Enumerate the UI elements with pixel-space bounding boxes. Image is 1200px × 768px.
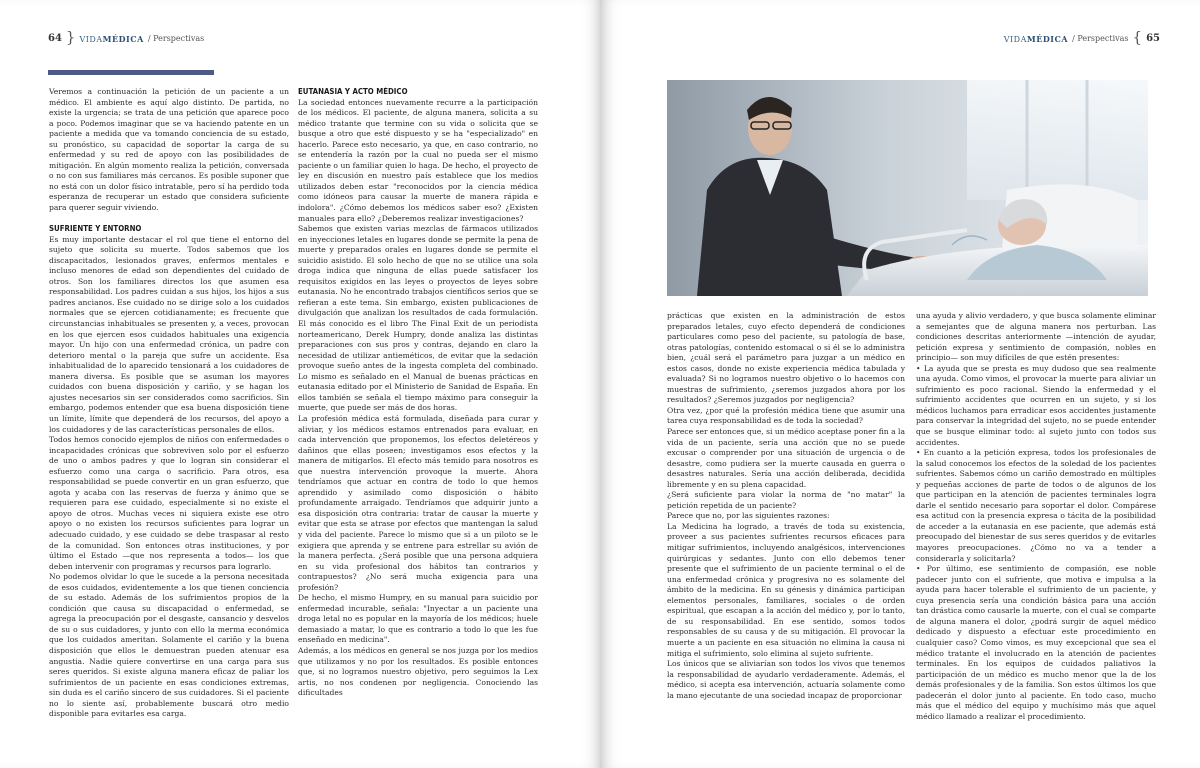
right-folio	[1003, 28, 1160, 46]
paragraph: La Medicina ha logrado, a través de toda su existencia, proveer a sus pacientes sufrientes recursos eficaces para mitigar sufrimientos, incluyendo analgésicos, intervenciones quirúrgicas y sedantes. Junto con ello debemos tener presente que el sufrimiento de un paciente terminal o el de una enfermedad crónica y progresiva no es solamente del ámbito de la medicina. En su génesis y dinámica participan elementos personales, familiares, sociales o de orden espiritual, que escapan a la acción del médico y, por lo tanto, de su responsabilidad. En ese sentido, somos todos responsables de su causa y de su mitigación. El provocar la muerte a un paciente en esa situación no elimina la causa ni mitiga el sufrimiento, solo elimina al sujeto sufriente.	[667, 521, 905, 658]
brand-prefix: VIDA	[79, 34, 103, 44]
left-page-number: 64	[48, 33, 62, 44]
paragraph: • En cuanto a la petición expresa, todos los profesionales de la salud conocemos los efectos de la soledad de los pacientes sufrientes. Sabemos cómo un cariño demostrado en múltiples y pequeñas acciones de parte de todos o de algunos de los que participan en la atención de pacientes terminales logra darle el sentido necesario para soportar el dolor. Compárese esa actitud con la presencia expresa o tácita de la posibilidad de acceder a la eutanasia en ese paciente, que además está preocupado del bienestar de sus seres queridos y de evitarles mayores preocupaciones. ¿Cómo no va a tender a considerarla y solicitarla?	[916, 448, 1156, 563]
paragraph: una ayuda y alivio verdadero, y que busca solamente eliminar a semejantes que de alguna manera nos perturban. Las condiciones descritas anteriormente —intención de ayudar, petición expresa y sentimiento de compasión, nobles en principio— son muy difíciles de que estén presentes:	[916, 311, 1156, 363]
magazine-brand-right	[1004, 34, 1068, 44]
paragraph: De hecho, el mismo Humpry, en su manual para suicidio por enfermedad incurable, señala: "Inyectar a un paciente una droga letal no es popular en la mayoría de los médicos; huele demasiado a matar, lo que es contrario a todo lo que les fue enseñado en medicina".	[298, 593, 538, 645]
right-page-number: 65	[1146, 33, 1160, 44]
paragraph: Además, a los médicos en general se nos juzga por los medios que utilizamos y no por los resultados. Es posible entonces que, si no logramos nuestro objetivo, pero seguimos la Lex artis, no nos condenen por negligencia. Conociendo las dificultades	[298, 645, 538, 698]
paragraph: Otra vez, ¿por qué la profesión médica tiene que asumir una tarea cuya responsabilidad es de toda la sociedad?	[667, 405, 905, 426]
paragraph: • La ayuda que se presta es muy dudoso que sea realmente una ayuda. Como vimos, el provocar la muerte para aliviar un sufrimiento es poco racional. Siendo la enfermedad y el sufrimiento accidentes que ocurren en un sujeto, y si los médicos luchamos para erradicar esos accidentes justamente para conservar la integridad del sujeto, no se puede entender que se busque eliminar todo: al sujeto junto con todos sus accidentes.	[916, 363, 1156, 447]
brace-glyph-right: {	[1132, 28, 1143, 46]
paragraph: La sociedad entonces nuevamente recurre a la participación de los médicos. El paciente, de alguna manera, solicita a su médico tratante que termine con su vida o solicita que se busque a otro que esté dispuesto y se ha "especializado" en hacerlo. Parece esto necesario, ya que, en caso contrario, no se entendería la razón por la cual no pueda ser el mismo paciente o un familiar quien lo haga. De hecho, el proyecto de ley en discusión en nuestro país establece que los medios utilizados deben estar "reconocidos por la ciencia médica como idóneos para causar la muerte de manera rápida e indolora". ¿Cómo debemos los médicos saber eso? ¿Existen manuales para ello? ¿Deberemos realizar investigaciones?	[298, 97, 538, 223]
left-folio	[48, 28, 205, 46]
article-column-4	[916, 311, 1156, 751]
brand-suffix-right: MÉDICA	[1026, 33, 1069, 44]
section-heading: SUFRIENTE Y ENTORNO	[49, 224, 142, 234]
paragraph: Sabemos que existen varias mezclas de fármacos utilizados en inyecciones letales en lugares donde se permite la pena de muerte y preparados orales en lugares donde se permite el suicidio asistido. El solo hecho de que no se utilice una sola droga indica que ninguna de ellas puede satisfacer los requisitos exigidos en las leyes o proyectos de leyes sobre eutanasia. No he encontrado trabajos científicos serios que se refieran a este tema. Sin embargo, existen publicaciones de divulgación que analizan los resultados de cada formulación. El más conocido es el libro The Final Exit de un periodista norteamericano, Derek Humpry, donde analiza las distintas preparaciones con sus pros y contras, dejando en claro la necesidad de utilizar antieméticos, de evitar que la sedación provoque sueño antes de la ingesta completa del combinado. Lo mismo es señalado en el Manual de buenas prácticas en eutanasia editado por el Ministerio de Sanidad de España. En ellos también se señala el tiempo máximo para conseguir la muerte, que puede ser más de dos horas.	[298, 224, 538, 413]
section-name-right: / Perspectivas	[1072, 34, 1129, 43]
paragraph: Parece que no, por las siguientes razones:	[667, 511, 830, 521]
section-name: / Perspectivas	[147, 34, 205, 43]
hospital-bed-photo	[667, 80, 1148, 296]
magazine-brand	[79, 34, 143, 44]
paragraph: prácticas que existen en la administración de estos preparados letales, cuyo efecto dependerá de condiciones particulares como peso del paciente, su patología de base, otras patologías, contenido estomacal o si él se lo administra bien, ¿cuál será el parámetro para juzgar a un médico en estos casos, donde no existe experiencia médica tabulada y evaluada? Si no logramos nuestro objetivo o lo hacemos con muestras de sufrimiento, ¿seremos juzgados ahora por los resultados? ¿Seremos juzgados por negligencia?	[667, 311, 905, 405]
hospital-bed-photo-icon	[667, 80, 1148, 296]
paragraph: • Por último, ese sentimiento de compasión, ese noble padecer junto con el sufriente, que motiva e impulsa a la ayuda para hacer tolerable el sufrimiento de un paciente, y cuya presencia sería una condición básica para una acción tan drástica como causarle la muerte, con el cual se comparte de alguna manera el dolor, ¿podrá surgir de aquel médico dedicado y dispuesto a efectuar este procedimiento en cualquier caso? Como vimos, es muy excepcional que sea el médico tratante el involucrado en la atención de pacientes terminales. En los equipos de cuidados paliativos la participación de un médico es mucho menor que la de los demás profesionales y de la familia. Son estos últimos los que padecerán el dolor junto al paciente. En todo caso, mucho más que el médico del equipo y muchísimo más que aquel médico llamado a realizar el procedimiento.	[916, 564, 1156, 721]
article-column-2	[298, 87, 538, 752]
article-column-3	[667, 311, 905, 751]
paragraph: Parece ser entonces que, si un médico aceptase poner fin a la vida de un paciente, sería una acción que no se puede excusar o comprender por una situación de urgencia o de desastre, como pudiera ser la muerte causada en guerra o desastres naturales. Sería una acción deliberada, decidida libremente y en su plena capacidad.	[667, 427, 905, 489]
paragraph: No podemos olvidar lo que le sucede a la persona necesitada de esos cuidados, evidentemente a los que tienen conciencia de su estado. Además de los sufrimientos propios de la condición que causa su discapacidad o enfermedad, se agrega la preocupación por el desgaste, cansancio y desvelos de su o sus cuidadores, y junto con ello la merma económica que los cuidados ameritan. Solamente el cariño y la buena disposición que ellos le demuestran pueden atenuar esa angustia. Nadie quiere convertirse en una carga para sus seres queridos. Si existe alguna manera eficaz de paliar los sufrimientos de un paciente en esas condiciones extremas, sin duda es el cariño sincero de sus cuidadores. Si el paciente no lo siente así, probablemente buscará otro medio disponible para evitarles esa carga.	[49, 572, 289, 719]
paragraph: Veremos a continuación la petición de un paciente a un médico. El ambiente es aquí algo distinto. De partida, no existe la urgencia; se trata de una petición que aparece poco a poco. Podemos imaginar que se va haciendo patente en un paciente a medida que va tomando conciencia de su estado, su pronóstico, su capacidad de soportar la carga de su enfermedad y su red de apoyo con las posibilidades de mitigación. En algún momento realiza la petición, conversada o no con sus familiares más cercanos. Es posible suponer que no está con un dolor físico intratable, pero sí ha perdido toda esperanza de recuperar un estado que considera suficiente para querer seguir viviendo.	[49, 87, 289, 213]
paragraph: Es muy importante destacar el rol que tiene el entorno del sujeto que solicita su muerte. Todos sabemos que los discapacitados, lesionados graves, enfermos mentales e incluso menores de edad son dependientes del cuidado de otros. Son los familiares directos los que asumen esa responsabilidad. Los padres cuidan a sus hijos, los hijos a sus padres ancianos. Ese cuidado no se dirige solo a los cuidados normales que se ejercen cotidianamente; es frecuente que circunstancias inhabituales se presenten y, a veces, provocan en los que ejercen esos cuidados habituales una exigencia mayor. Un hijo con una enfermedad crónica, un padre con deterioro mental o la pareja que sufre un accidente. Esa inhabitualidad de lo aparecido tensionará a los cuidadores de manera diversa. Es posible que se asuman los mayores cuidados con buena disposición y cariño, y se hagan los ajustes necesarios sin ser considerados como sacrificios. Sin embargo, podemos entender que esa buena disposición tiene un límite, límite que dependerá de los recursos, del apoyo a los cuidadores y de las características personales de ellos.	[49, 234, 289, 434]
paragraph: Todos hemos conocido ejemplos de niños con enfermedades o incapacidades crónicas que sobreviven solo por el esfuerzo de uno o ambos padres y que lo logran sin considerar el esfuerzo como una carga o sacrificio. Para otros, esa responsabilidad se puede convertir en un gran esfuerzo, que agota y acaba con las reservas de fuerza y ánimo que se requieren para ese cuidado, especialmente si no existe el apoyo de otros. Muchas veces ni siquiera existe ese otro apoyo o no existen los recursos suficientes para lograr un adecuado cuidado, y ese cuidado se debe traspasar al resto de la comunidad. Son entonces otras instituciones, y por último el Estado —que nos representa a todos— los que deben intervenir con programas y recursos para lograrlo.	[49, 435, 289, 571]
paragraph: La profesión médica está formulada, diseñada para curar y aliviar, y los médicos estamos entrenados para evaluar, en cada intervención que proponemos, los efectos deletéreos y dañinos que ellas poseen; investigamos esos efectos y la manera de mitigarlos. El efecto más temido para nosotros es que nuestra intervención provoque la muerte. Ahora tendríamos que actuar en contra de todo lo que hemos aprendido y asimilado como disposición o hábito profundamente arraigado. Tendríamos que adquirir junto a esa disposición otra contraria: tratar de causar la muerte y evitar que esta se atrase por efectos que mantengan la salud y vida del paciente. Parece lo mismo que si a un piloto se le exigiera que aprenda y se entrene para estrellar su avión de la manera perfecta. ¿Será posible que una persona adquiera en su vida profesional dos hábitos tan contrarios y contrapuestos? ¿No será mucha exigencia para una profesión?	[298, 413, 538, 592]
article-column-1	[49, 87, 289, 752]
paragraph: ¿Será suficiente para violar la norma de "no matar" la petición repetida de un paciente?	[667, 490, 905, 510]
brace-glyph: }	[65, 28, 76, 46]
paragraph: Los únicos que se aliviarían son todos los vivos que tenemos la responsabilidad de ayudarlo verdaderamente. Además, el médico, si acepta esa intervención, actuaría solamente como la mano ejecutante de una sociedad incapaz de proporcionar	[667, 659, 905, 700]
accent-bar	[48, 70, 214, 75]
brand-prefix-right: VIDA	[1003, 34, 1027, 44]
brand-suffix: MÉDICA	[102, 33, 144, 44]
section-heading: EUTANASIA Y ACTO MÉDICO	[298, 87, 408, 96]
